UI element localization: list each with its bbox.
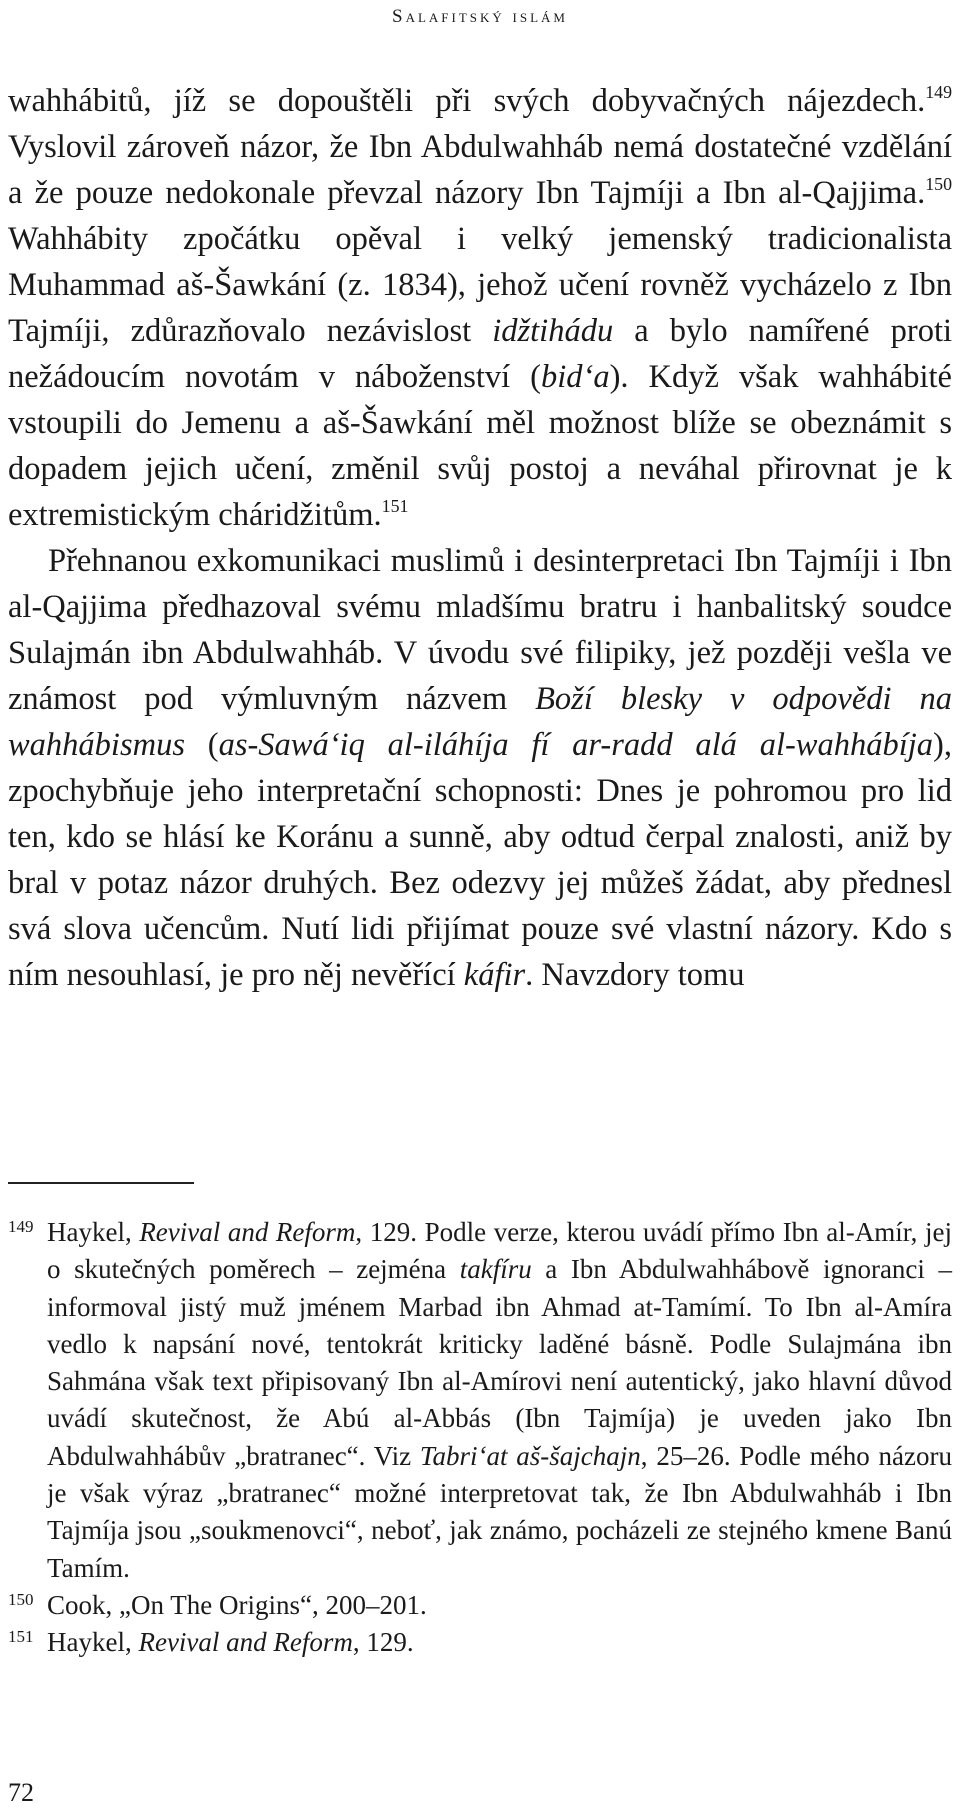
text-span: , 129. (352, 1627, 414, 1658)
text-span: Přehnanou exkomunikaci muslimů i desinterpretaci Ibn Tajmíji i Ibn al-Qajjima předhazoval svému mladšímu bratru i hanbalitský soudce Sulajmán ibn Abdulwahháb. V úvodu své filipiky, jež později vešla ve známost pod výmluvným názvem (8, 543, 952, 717)
footnote-text (47, 1624, 952, 1661)
text-span: a bylo namířené proti nežádoucím novotám v náboženství ( (8, 313, 952, 395)
italic-term: bid‘a (540, 359, 610, 395)
footnote (8, 1587, 952, 1624)
italic-term: káfir (463, 957, 526, 993)
italic-title: Revival and Reform (139, 1217, 356, 1247)
paragraph (8, 78, 952, 538)
italic-term: idžtihádu (492, 313, 614, 349)
footnote (8, 1214, 952, 1587)
main-text (8, 78, 952, 998)
text-span: , 129. Podle verze, kterou uvádí přímo Ibn al-Amír, jej o skutečných poměrech – zejména (47, 1217, 952, 1285)
footnote-ref[interactable]: 151 (381, 495, 409, 516)
footnotes (8, 1214, 952, 1662)
italic-title: Tabri‘at aš-šajchajn (419, 1440, 641, 1471)
footnote-number: 149 (8, 1217, 34, 1236)
text-span: . Navzdory tomu (525, 957, 745, 993)
footnote (8, 1624, 952, 1661)
text-span: Haykel, (47, 1627, 139, 1658)
italic-title: Boží blesky v odpovědi na wahhábismus (8, 681, 952, 763)
text-span: wahhábitů, jíž se dopouštěli při svých dobyvačných nájezdech. (8, 83, 926, 119)
text-span: Wahhábity zpočátku opěval i velký jemenský tradicionalista Muhammad aš-Šawkání (z. 1834), jehož učení rovněž vycházelo z Ibn Tajmíji, zdůrazňovalo nezávislost (8, 221, 952, 349)
footnote-ref[interactable]: 150 (925, 173, 952, 194)
page-number: 72 (8, 1778, 34, 1807)
footnote-number: 151 (8, 1627, 34, 1647)
running-header: Salafitský islám (392, 6, 568, 27)
footnote-text (47, 1587, 952, 1624)
italic-title: Revival and Reform (138, 1627, 353, 1658)
text-span: Cook, „On The Origins“, 200–201. (47, 1589, 427, 1620)
italic-title: as-Sawá‘iq al-iláhíja fí ar-radd alá al-wahhábíja (218, 727, 934, 763)
italic-term: takfíru (459, 1254, 532, 1285)
paragraph (8, 538, 952, 998)
text-span: ). Když však wahhábité vstoupili do Jemenu a aš-Šawkání měl možnost blíže se obeznámit s dopadem jejich učení, změnil svůj postoj a neváhal přirovnat je k extremistickým cháridžitům. (8, 359, 952, 533)
footnote-divider (8, 1182, 194, 1184)
text-span: ), zpochybňuje jeho interpretační schopnosti: Dnes je pohromou pro lid ten, kdo se hlásí ke Koránu a sunně, aby odtud čerpal znalosti, aniž by bral v potaz názor druhých. Bez odezvy jej můžeš žádat, aby přednesl svá slova učencům. Nutí lidi přijímat pouze své vlastní názory. Kdo s ním nesouhlasí, je pro něj nevěřící (8, 727, 952, 993)
text-span: a Ibn Abdulwahhábově ignoranci – informoval jistý muž jménem Marbad ibn Ahmad at-Tamímí. To Ibn al-Amíra vedlo k napsání nové, tentokrát kriticky laděné básně. Podle Sulajmána ibn Sahmána však text připisovaný Ibn al-Amírovi není autentický, jako hlavní důvod uvádí skutečnost, že Abú al-Abbás (Ibn Tajmíja) je uveden jako Ibn Abdulwahhábův „bratranec“. Viz (47, 1254, 952, 1471)
footnote-ref[interactable]: 149 (925, 81, 952, 102)
text-span: Haykel, (47, 1217, 140, 1247)
text-span: ( (184, 727, 219, 763)
footnote-number: 150 (8, 1589, 34, 1609)
text-span: , 25–26. Podle mého názoru je však výraz „bratranec“ možné interpretovat tak, že Ibn Abdulwahháb i Ibn Tajmíja jsou „soukmenovci“, neboť, jak známo, pocházeli ze stejného kmene Banú Tamím. (47, 1440, 952, 1583)
footnote-text (47, 1214, 952, 1587)
text-span: Vyslovil zároveň názor, že Ibn Abdulwahháb nemá dostatečné vzdělání a že pouze nedokonale převzal názory Ibn Tajmíji a Ibn al-Qajjima. (8, 129, 952, 211)
